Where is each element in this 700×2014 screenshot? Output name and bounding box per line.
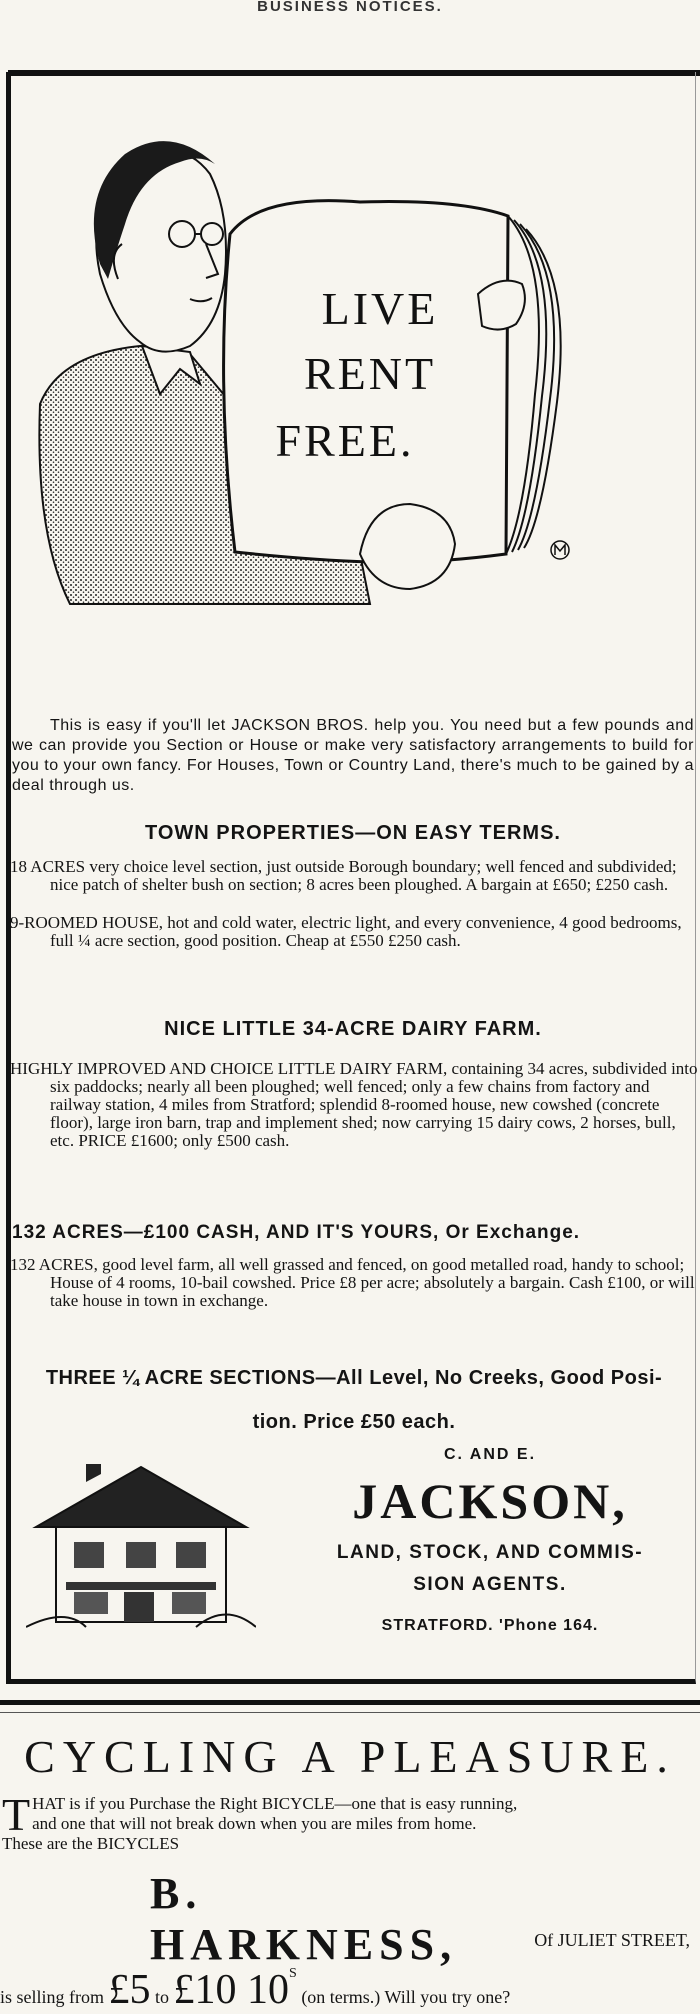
cycling-line-1: HAT is if you Purchase the Right BICYCLE—one that is easy running,	[32, 1794, 518, 1813]
agent-line-1: LAND, STOCK, AND COMMIS-	[336, 1542, 644, 1563]
price-to-word: to	[155, 1987, 170, 2007]
agent-line-2: SION AGENTS.	[413, 1574, 567, 1595]
price-suffix-sup: S	[289, 1966, 297, 1981]
poster-line-3: FREE.	[275, 415, 415, 466]
price-to: £10 10	[173, 1967, 290, 2013]
cycling-line-3: These are the BICYCLES	[2, 1834, 180, 1853]
price-line	[0, 1966, 700, 2014]
cycling-body	[2, 1789, 690, 1854]
acres-132-heading: 132 ACRES—£100 CASH, AND IT'S YOURS, Or Exchange.	[12, 1222, 581, 1243]
dealer-name: B. HARKNESS,	[150, 1869, 458, 1969]
town-properties-heading: TOWN PROPERTIES—ON EASY TERMS.	[145, 822, 561, 844]
agent-name: JACKSON,	[352, 1473, 628, 1529]
jackson-intro-paragraph: This is easy if you'll let JACKSON BROS. help you. You need but a few pounds and we can provide you Section or House or make very satisfactory arrangements to build for you to your own fancy. For Houses, Town or Country Land, there's much to be gained by a deal through us.	[12, 717, 694, 794]
sections-line-2: tion. Price £50 each.	[252, 1411, 456, 1433]
dealer-street: Of JULIET STREET,	[534, 1930, 690, 1950]
price-prefix: is selling from	[0, 1987, 104, 2007]
man-holding-poster-illustration	[30, 84, 680, 654]
quarter-acre-sections-notice	[12, 1356, 696, 1444]
house-illustration	[26, 1452, 256, 1632]
agent-location-phone: STRATFORD. 'Phone 164.	[381, 1617, 599, 1634]
poster-line-2: RENT	[303, 348, 437, 399]
town-item-house: 9-ROOMED HOUSE, hot and cold water, electric light, and every convenience, 4 good bedrooms, full ¼ acre section, good position. Cheap at £550 £250 cash.	[10, 913, 682, 950]
agent-prefix: C. AND E.	[443, 1446, 537, 1463]
agent-description	[290, 1537, 690, 1601]
town-item-18-acres: 18 ACRES very choice level section, just outside Borough boundary; well fenced and subdivided; nice patch of shelter bush on section; 8 acres been ploughed. A bargain at £650; £250 cash.	[10, 857, 677, 894]
price-suffix: (on terms.) Will you try one?	[301, 1987, 511, 2007]
dairy-farm-heading: NICE LITTLE 34-ACRE DAIRY FARM.	[164, 1018, 542, 1040]
poster-line-1: LIVE	[321, 283, 439, 334]
page-header: BUSINESS NOTICES.	[257, 0, 443, 15]
price-from: £5	[108, 1967, 151, 2013]
dairy-farm-description: HIGHLY IMPROVED AND CHOICE LITTLE DAIRY FARM, containing 34 acres, subdivided into six paddocks; nearly all been ploughed; well fenced; only a few chains from factory and railway station, 4 miles from Stratford; splendid 8-roomed house, new cowshed (concrete floor), large iron barn, trap and implement shed; now carrying 15 dairy cows, 2 horses, bull, etc. PRICE £1600; only £500 cash.	[10, 1059, 698, 1150]
section-rule	[0, 1700, 700, 1705]
drop-cap: T	[2, 1789, 31, 1840]
sections-line-1: THREE ¼ ACRE SECTIONS—All Level, No Creeks, Good Posi-	[45, 1367, 663, 1389]
acres-132-description: 132 ACRES, good level farm, all well grassed and fenced, on good metalled road, handy to school; House of 4 rooms, 10-bail cowshed. Price £8 per acre; absolutely a bargain. Cash £100, or will take house in town in exchange.	[10, 1255, 695, 1310]
cycling-heading: CYCLING A PLEASURE.	[24, 1731, 676, 1782]
cycling-line-2: and one that will not break down when you are miles from home.	[32, 1814, 477, 1833]
section-rule-thin	[0, 1712, 700, 1713]
